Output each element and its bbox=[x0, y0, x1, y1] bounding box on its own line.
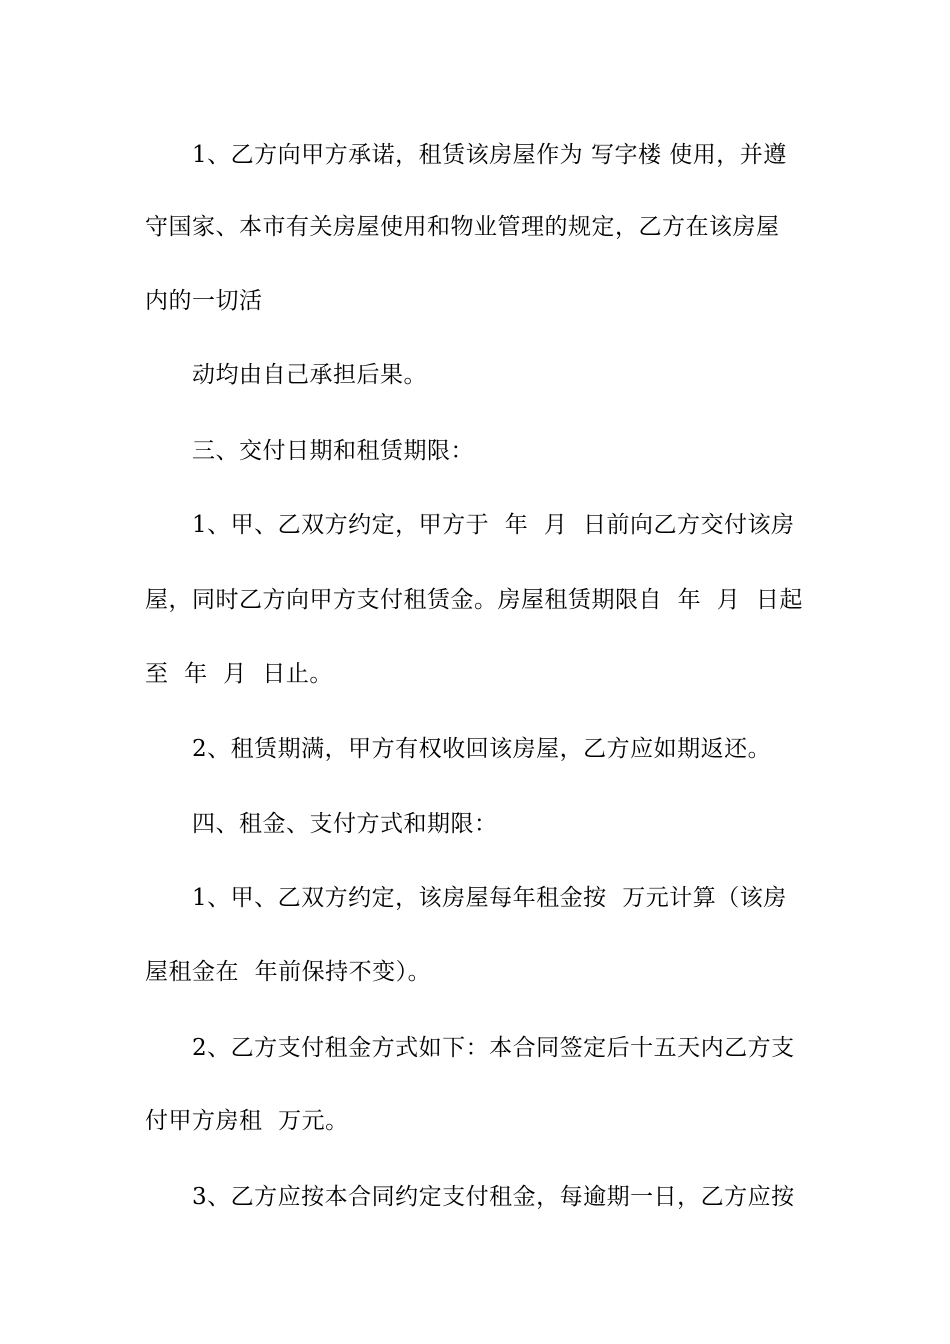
paragraph-line: 3、乙方应按本合同约定支付租金，每逾期一日，乙方应按 bbox=[192, 1184, 795, 1210]
paragraph-line: 2、租赁期满，甲方有权收回该房屋，乙方应如期返还。 bbox=[192, 736, 772, 762]
paragraph-line: 屋租金在 年前保持不变）。 bbox=[145, 959, 432, 985]
paragraph-line: 动均由自己承担后果。 bbox=[192, 362, 427, 388]
paragraph-line: 内的一切活 bbox=[145, 288, 263, 314]
paragraph-line: 守国家、本市有关房屋使用和物业管理的规定，乙方在该房屋 bbox=[145, 214, 780, 240]
paragraph-line: 1、甲、乙双方约定，甲方于 年 月 日前向乙方交付该房 bbox=[192, 512, 795, 538]
paragraph-line: 1、甲、乙双方约定，该房屋每年租金按 万元计算（该房 bbox=[192, 885, 787, 911]
paragraph-line: 付甲方房租 万元。 bbox=[145, 1108, 349, 1134]
section-heading: 四、租金、支付方式和期限： bbox=[192, 811, 498, 837]
paragraph-line: 屋，同时乙方向甲方支付租赁金。房屋租赁期限自 年 月 日起 bbox=[145, 587, 803, 613]
paragraph-line: 1、乙方向甲方承诺，租赁该房屋作为 写字楼 使用，并遵 bbox=[192, 142, 787, 168]
section-heading: 三、交付日期和租赁期限： bbox=[192, 438, 474, 464]
paragraph-line: 至 年 月 日止。 bbox=[145, 661, 333, 687]
paragraph-line: 2、乙方支付租金方式如下：本合同签定后十五天内乙方支 bbox=[192, 1035, 795, 1061]
